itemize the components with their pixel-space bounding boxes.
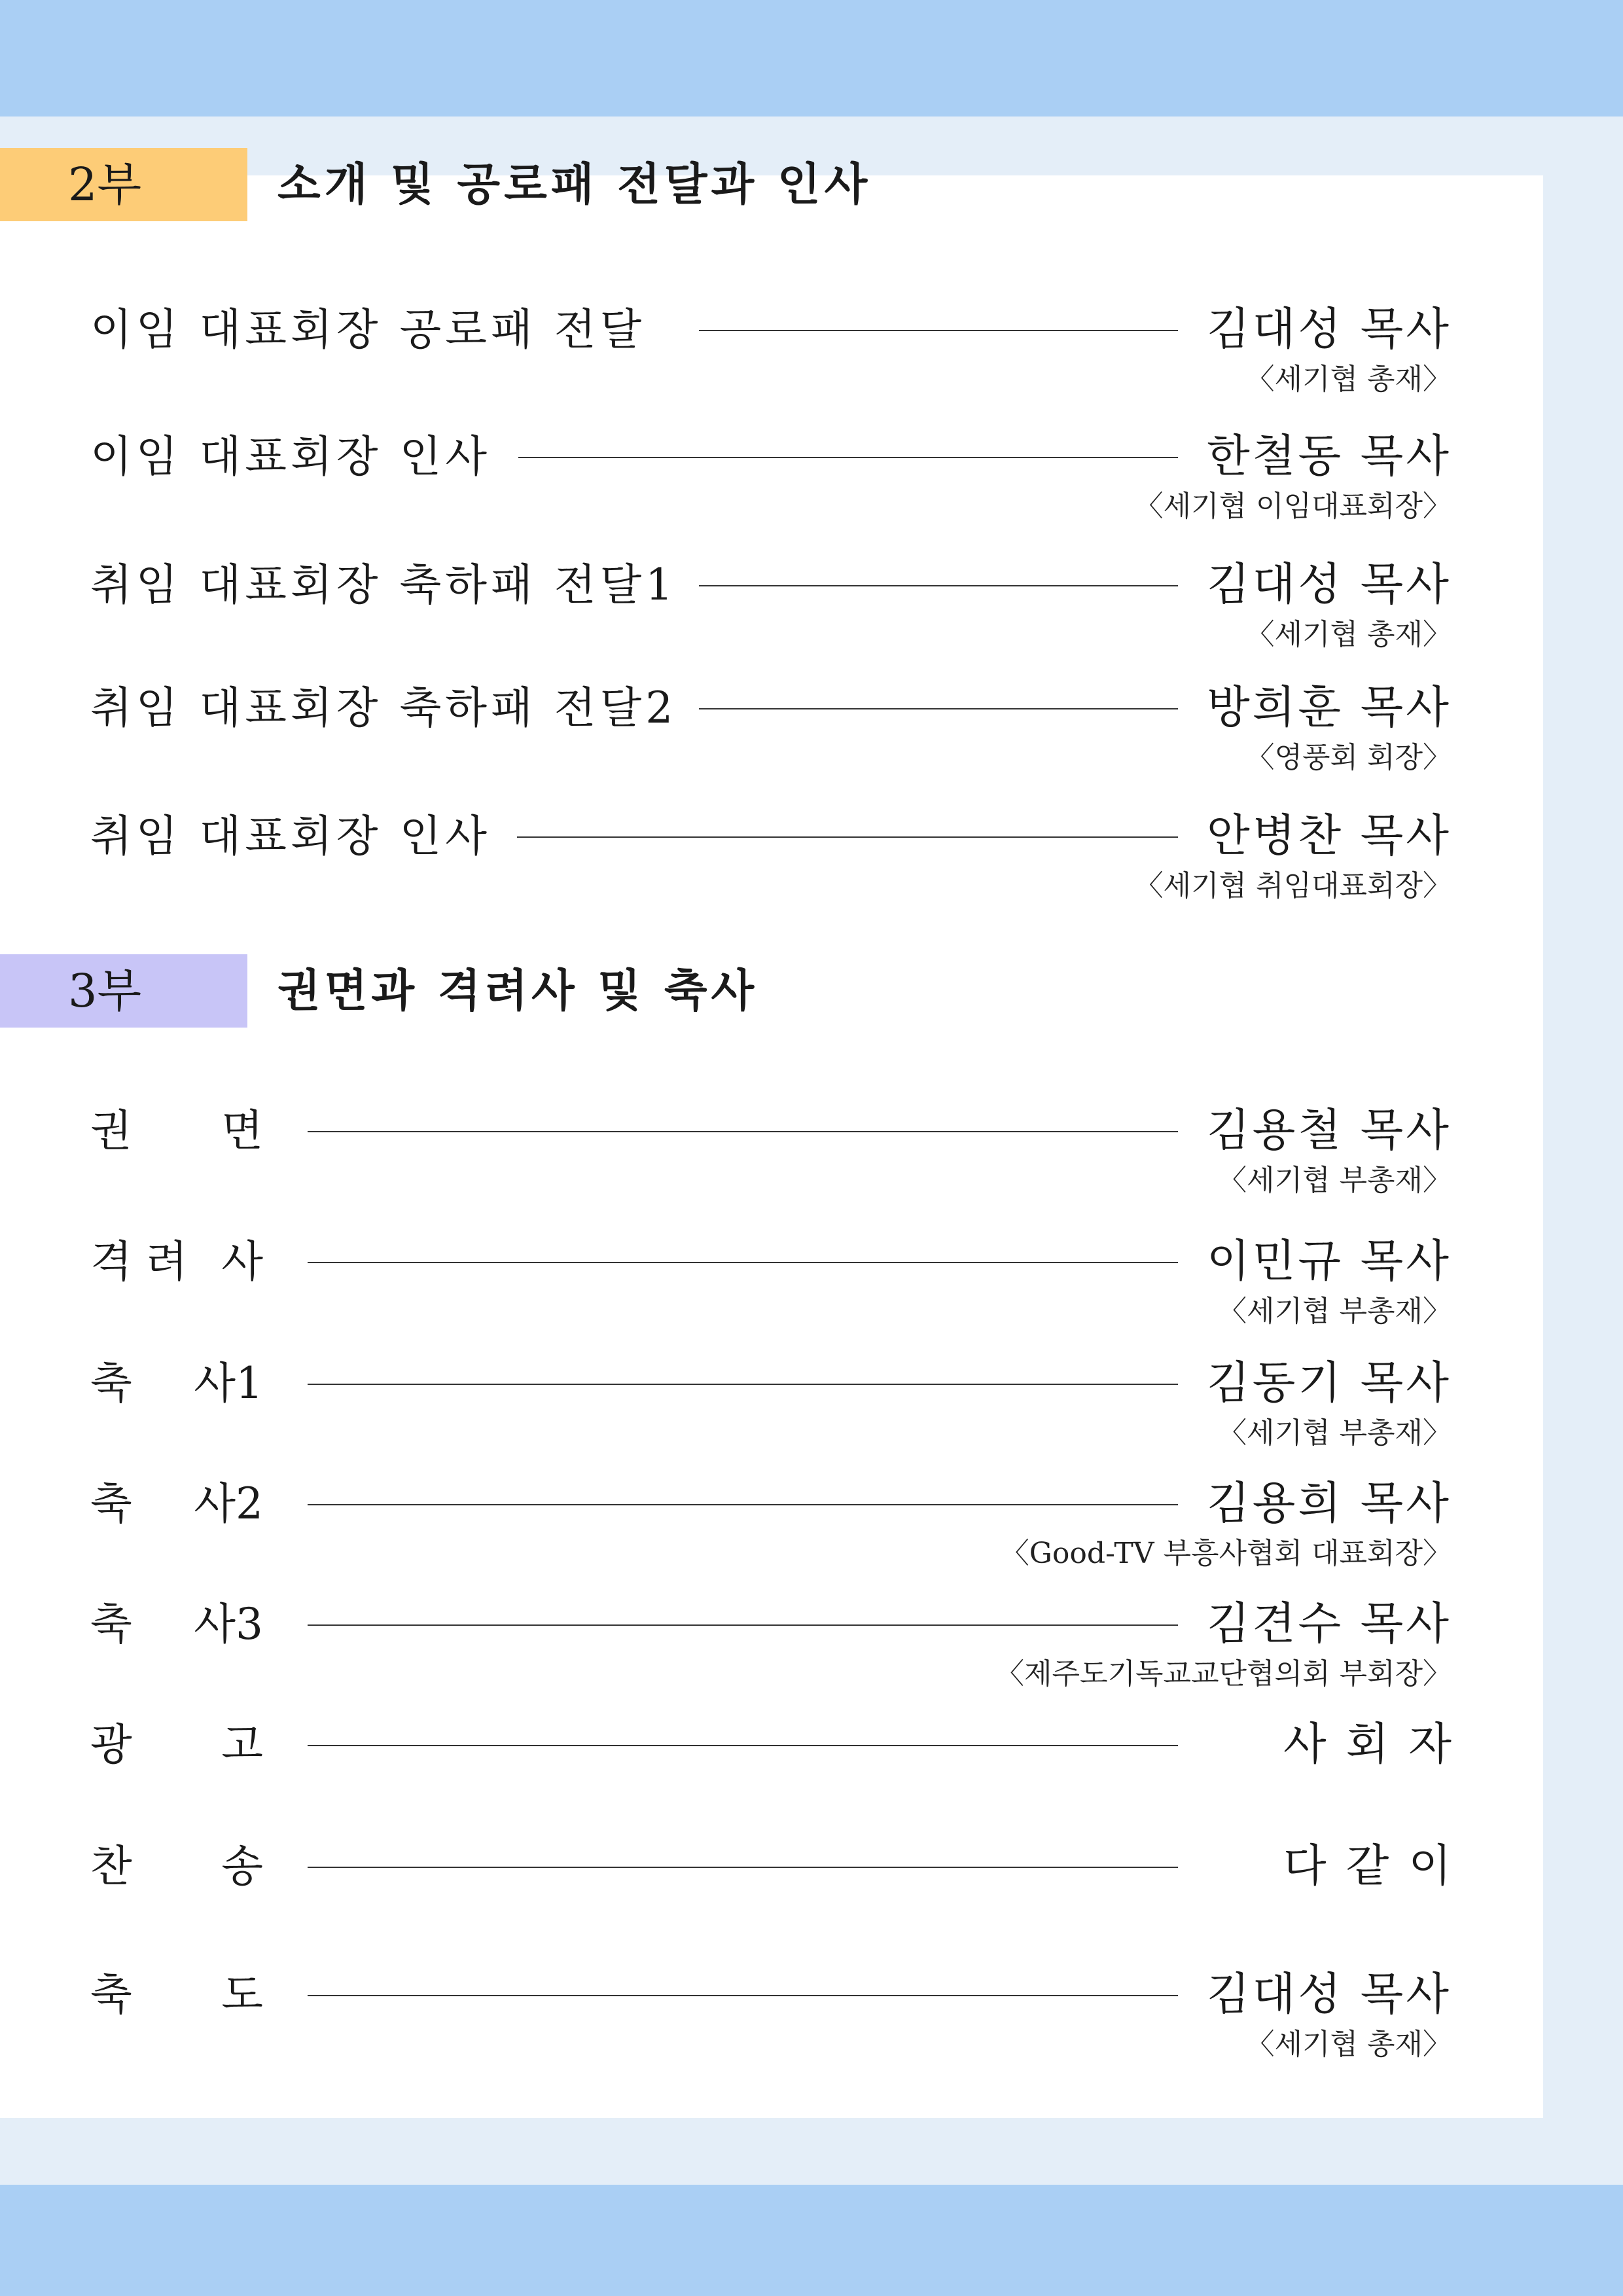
item-person: 김동기 목사 bbox=[1206, 1357, 1452, 1409]
item-person: 다같이 bbox=[1283, 1840, 1471, 1892]
top-band bbox=[0, 0, 1623, 117]
program-item bbox=[0, 297, 1623, 422]
item-label bbox=[90, 1592, 263, 1657]
item-label: 이임 대표회장 공로패 전달 bbox=[90, 304, 646, 355]
item-person: 사회자 bbox=[1283, 1719, 1471, 1770]
item-role: 〈세기협 부총재〉 bbox=[1217, 1164, 1452, 1197]
item-role: 〈세기협 이임대표회장〉 bbox=[1134, 490, 1452, 523]
leader-line bbox=[699, 708, 1178, 709]
program-item bbox=[0, 675, 1623, 800]
leader-line bbox=[308, 1131, 1178, 1132]
leader-line bbox=[308, 1262, 1178, 1263]
item-label bbox=[90, 1962, 263, 2028]
item-label-part: 사3 bbox=[194, 1599, 263, 1649]
item-role: 〈세기협 취임대표회장〉 bbox=[1134, 869, 1452, 903]
item-person: 한철동 목사 bbox=[1206, 431, 1452, 482]
part3-tab: 3부 bbox=[0, 954, 247, 1028]
leader-line bbox=[518, 457, 1178, 458]
item-person: 방희훈 목사 bbox=[1206, 682, 1452, 734]
item-label-part: 사 bbox=[221, 1236, 263, 1287]
program-item bbox=[0, 804, 1623, 928]
leader-line bbox=[308, 1995, 1178, 1996]
item-label bbox=[90, 1712, 263, 1778]
part2-tab: 2부 bbox=[0, 148, 247, 221]
leader-line bbox=[699, 585, 1178, 586]
item-label-part: 도 bbox=[221, 1969, 263, 2020]
item-label bbox=[90, 1834, 263, 1899]
program-item bbox=[0, 1471, 1623, 1596]
program-item bbox=[0, 1712, 1623, 1837]
item-label-part: 축 bbox=[90, 1479, 132, 1529]
item-label-part: 축 bbox=[90, 1969, 132, 2020]
item-role: 〈세기협 총재〉 bbox=[1245, 2028, 1452, 2061]
leader-line bbox=[308, 1504, 1178, 1505]
item-label-part: 축 bbox=[90, 1599, 132, 1649]
item-label-part: 고 bbox=[221, 1719, 263, 1770]
leader-line bbox=[308, 1624, 1178, 1626]
item-label-part: 면 bbox=[221, 1105, 263, 1156]
item-label bbox=[90, 1229, 263, 1295]
program-item bbox=[0, 1962, 1623, 2087]
item-label bbox=[90, 1351, 263, 1416]
part2-title: 소개 및 공로패 전달과 인사 bbox=[277, 158, 872, 211]
bottom-band bbox=[0, 2185, 1623, 2296]
part3-title: 권면과 격려사 및 축사 bbox=[277, 965, 758, 1017]
program-item bbox=[0, 1098, 1623, 1223]
item-role: 〈영풍회 회장〉 bbox=[1245, 741, 1452, 774]
leader-line bbox=[517, 836, 1178, 838]
item-label-part: 송 bbox=[221, 1841, 263, 1892]
item-role: 〈세기협 총재〉 bbox=[1245, 363, 1452, 396]
item-label: 취임 대표회장 축하패 전달2 bbox=[90, 683, 677, 733]
item-label-part: 광 bbox=[90, 1719, 132, 1770]
program-item bbox=[0, 1592, 1623, 1716]
item-person: 김대성 목사 bbox=[1206, 559, 1452, 611]
program-item bbox=[0, 424, 1623, 548]
item-label-part: 권 bbox=[90, 1105, 132, 1156]
item-label-part: 사2 bbox=[194, 1479, 263, 1529]
leader-line bbox=[308, 1384, 1178, 1385]
item-label bbox=[90, 1098, 263, 1164]
item-label-part: 사1 bbox=[194, 1358, 263, 1408]
item-person: 김견수 목사 bbox=[1206, 1598, 1452, 1650]
program-item bbox=[0, 1834, 1623, 1958]
item-role: 〈제주도기독교교단협의회 부회장〉 bbox=[995, 1657, 1452, 1691]
item-person: 이민규 목사 bbox=[1206, 1236, 1452, 1287]
item-label-part: 찬 bbox=[90, 1841, 132, 1892]
item-label: 취임 대표회장 인사 bbox=[90, 811, 491, 861]
program-item bbox=[0, 1229, 1623, 1354]
item-person: 김대성 목사 bbox=[1206, 1969, 1452, 2020]
program-item bbox=[0, 552, 1623, 677]
item-person: 김용희 목사 bbox=[1206, 1478, 1452, 1530]
item-role: 〈세기협 부총재〉 bbox=[1217, 1416, 1452, 1450]
item-label: 이임 대표회장 인사 bbox=[90, 431, 491, 482]
item-person: 김대성 목사 bbox=[1206, 304, 1452, 355]
item-label-part: 격 려 bbox=[90, 1236, 188, 1287]
item-person: 김용철 목사 bbox=[1206, 1105, 1452, 1157]
item-label-part: 축 bbox=[90, 1358, 132, 1408]
item-label bbox=[90, 1471, 263, 1537]
item-role: 〈세기협 부총재〉 bbox=[1217, 1295, 1452, 1328]
item-person: 안병찬 목사 bbox=[1206, 810, 1452, 862]
item-role: 〈세기협 총재〉 bbox=[1245, 618, 1452, 651]
item-role: 〈Good-TV 부흥사협회 대표회장〉 bbox=[1000, 1537, 1452, 1570]
leader-line bbox=[308, 1745, 1178, 1746]
item-label: 취임 대표회장 축하패 전달1 bbox=[90, 560, 677, 610]
leader-line bbox=[308, 1867, 1178, 1868]
program-item bbox=[0, 1351, 1623, 1475]
leader-line bbox=[699, 330, 1178, 331]
